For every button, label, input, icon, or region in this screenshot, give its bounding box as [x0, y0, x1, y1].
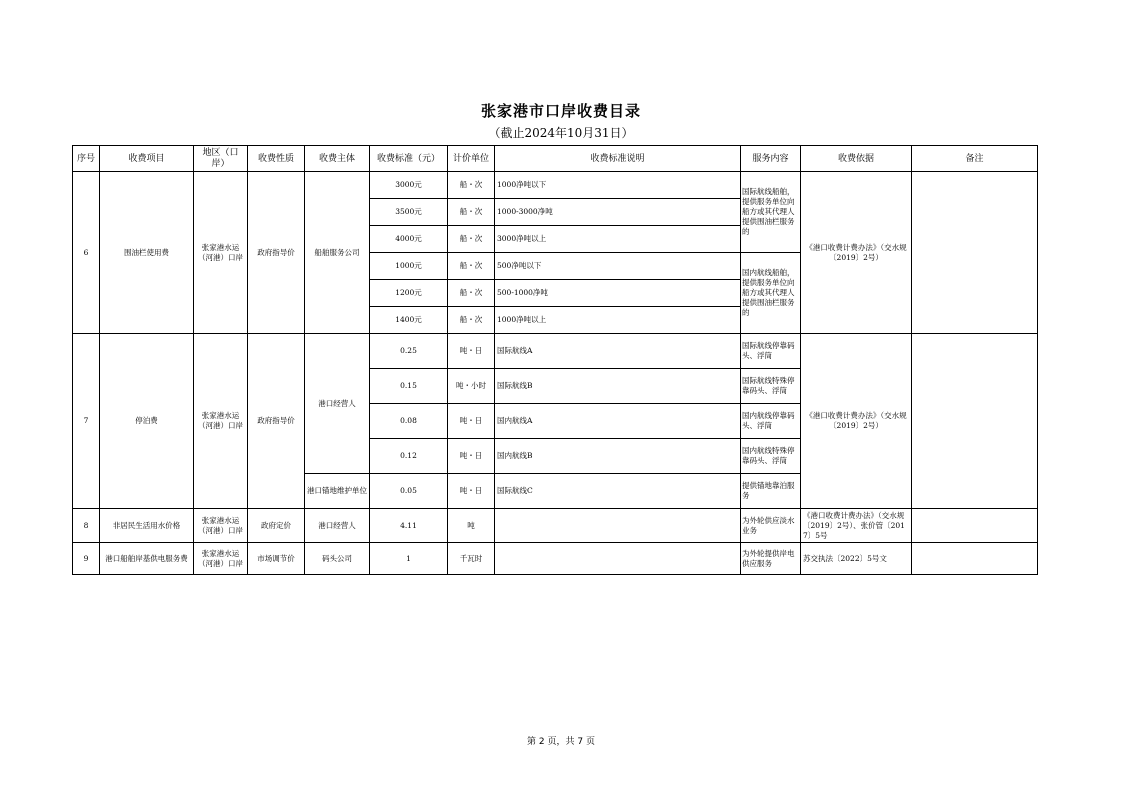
fee-entity: 港口经营人 — [305, 509, 370, 543]
unit: 船・次 — [448, 253, 495, 280]
price: 0.15 — [370, 369, 448, 404]
row-number: 9 — [73, 543, 100, 575]
region: 张家港水运（河港）口岸 — [194, 509, 248, 543]
standard-desc: 1000净吨以下 — [495, 172, 741, 199]
standard-desc: 1000-3000净吨 — [495, 199, 741, 226]
fee-item: 非居民生活用水价格 — [100, 509, 194, 543]
table-row — [73, 509, 1038, 543]
price: 1200元 — [370, 280, 448, 307]
price: 0.25 — [370, 334, 448, 369]
unit: 吨・日 — [448, 334, 495, 369]
remarks — [912, 509, 1038, 543]
region: 张家港水运（河港）口岸 — [194, 172, 248, 334]
unit: 船・次 — [448, 226, 495, 253]
region: 张家港水运（河港）口岸 — [194, 543, 248, 575]
price: 1000元 — [370, 253, 448, 280]
service-content: 国际航线船舶，提供服务单位向船方或其代理人提供围油栏服务的 — [741, 172, 801, 253]
header-cell: 收费标准（元） — [370, 146, 448, 172]
remarks — [912, 334, 1038, 509]
price: 4.11 — [370, 509, 448, 543]
fee-basis: 《港口收费计费办法》（交水规〔2019〕2号）、张价管〔2017〕5号 — [801, 509, 912, 543]
service-content: 国际航线停靠码头、浮筒 — [741, 334, 801, 369]
fee-basis: 《港口收费计费办法》（交水规〔2019〕2号） — [801, 172, 912, 334]
header-cell: 地区（口岸） — [194, 146, 248, 172]
header-cell: 收费项目 — [100, 146, 194, 172]
fee-nature: 市场调节价 — [248, 543, 305, 575]
header-cell: 收费标准说明 — [495, 146, 741, 172]
fee-nature: 政府指导价 — [248, 172, 305, 334]
fee-item: 围油栏使用费 — [100, 172, 194, 334]
table-row — [73, 543, 1038, 575]
fee-basis: 苏交执法〔2022〕5号文 — [801, 543, 912, 575]
unit: 吨・日 — [448, 439, 495, 474]
fee-entity: 港口经营人 — [305, 334, 370, 474]
unit: 千瓦时 — [448, 543, 495, 575]
page-title: 张家港市口岸收费目录 — [480, 102, 641, 120]
unit: 吨・日 — [448, 474, 495, 509]
service-content: 国际航线特殊停靠码头、浮筒 — [741, 369, 801, 404]
fee-entity: 码头公司 — [305, 543, 370, 575]
header-row — [73, 146, 1038, 172]
row-number: 7 — [73, 334, 100, 509]
header-cell: 收费主体 — [305, 146, 370, 172]
header-cell: 备注 — [912, 146, 1038, 172]
fee-item: 停泊费 — [100, 334, 194, 509]
header-cell: 序号 — [73, 146, 100, 172]
unit: 吨・日 — [448, 404, 495, 439]
price: 1400元 — [370, 307, 448, 334]
region: 张家港水运（河港）口岸 — [194, 334, 248, 509]
service-content: 国内航线停靠码头、浮筒 — [741, 404, 801, 439]
fee-entity: 港口锚地维护单位 — [305, 474, 370, 509]
standard-desc: 国际航线C — [495, 474, 741, 509]
header-cell: 计价单位 — [448, 146, 495, 172]
remarks — [912, 543, 1038, 575]
row-number: 8 — [73, 509, 100, 543]
price: 4000元 — [370, 226, 448, 253]
remarks — [912, 172, 1038, 334]
unit: 船・次 — [448, 307, 495, 334]
standard-desc — [495, 509, 741, 543]
fee-nature: 政府定价 — [248, 509, 305, 543]
standard-desc — [495, 543, 741, 575]
fee-entity: 船舶服务公司 — [305, 172, 370, 334]
service-content: 为外轮提供岸电供应服务 — [741, 543, 801, 575]
price: 0.05 — [370, 474, 448, 509]
price: 0.08 — [370, 404, 448, 439]
unit: 吨・小时 — [448, 369, 495, 404]
header-cell: 收费性质 — [248, 146, 305, 172]
fee-item: 港口船舶岸基供电服务费 — [100, 543, 194, 575]
service-content: 国内航线特殊停靠码头、浮筒 — [741, 439, 801, 474]
standard-desc: 国内航线B — [495, 439, 741, 474]
standard-desc: 国内航线A — [495, 404, 741, 439]
unit: 船・次 — [448, 280, 495, 307]
page-footer: 第 2 页，共 7 页 — [527, 737, 595, 747]
service-content: 国内航线船舶，提供服务单位向船方或其代理人提供围油栏服务的 — [741, 253, 801, 334]
fee-nature: 政府指导价 — [248, 334, 305, 509]
unit: 船・次 — [448, 172, 495, 199]
table-row — [73, 172, 1038, 199]
unit: 吨 — [448, 509, 495, 543]
standard-desc: 国际航线B — [495, 369, 741, 404]
unit: 船・次 — [448, 199, 495, 226]
table-row — [73, 334, 1038, 369]
standard-desc: 500净吨以下 — [495, 253, 741, 280]
fee-basis: 《港口收费计费办法》（交水规〔2019〕2号） — [801, 334, 912, 509]
row-number: 6 — [73, 172, 100, 334]
header-cell: 收费依据 — [801, 146, 912, 172]
standard-desc: 500-1000净吨 — [495, 280, 741, 307]
page-subtitle: （截止2024年10月31日） — [488, 126, 634, 140]
header-cell: 服务内容 — [741, 146, 801, 172]
standard-desc: 国际航线A — [495, 334, 741, 369]
standard-desc: 1000净吨以上 — [495, 307, 741, 334]
price: 3000元 — [370, 172, 448, 199]
standard-desc: 3000净吨以上 — [495, 226, 741, 253]
price: 3500元 — [370, 199, 448, 226]
service-content: 提供锚地靠泊服务 — [741, 474, 801, 509]
fee-table — [72, 145, 1038, 575]
service-content: 为外轮供应淡水业务 — [741, 509, 801, 543]
price: 1 — [370, 543, 448, 575]
price: 0.12 — [370, 439, 448, 474]
